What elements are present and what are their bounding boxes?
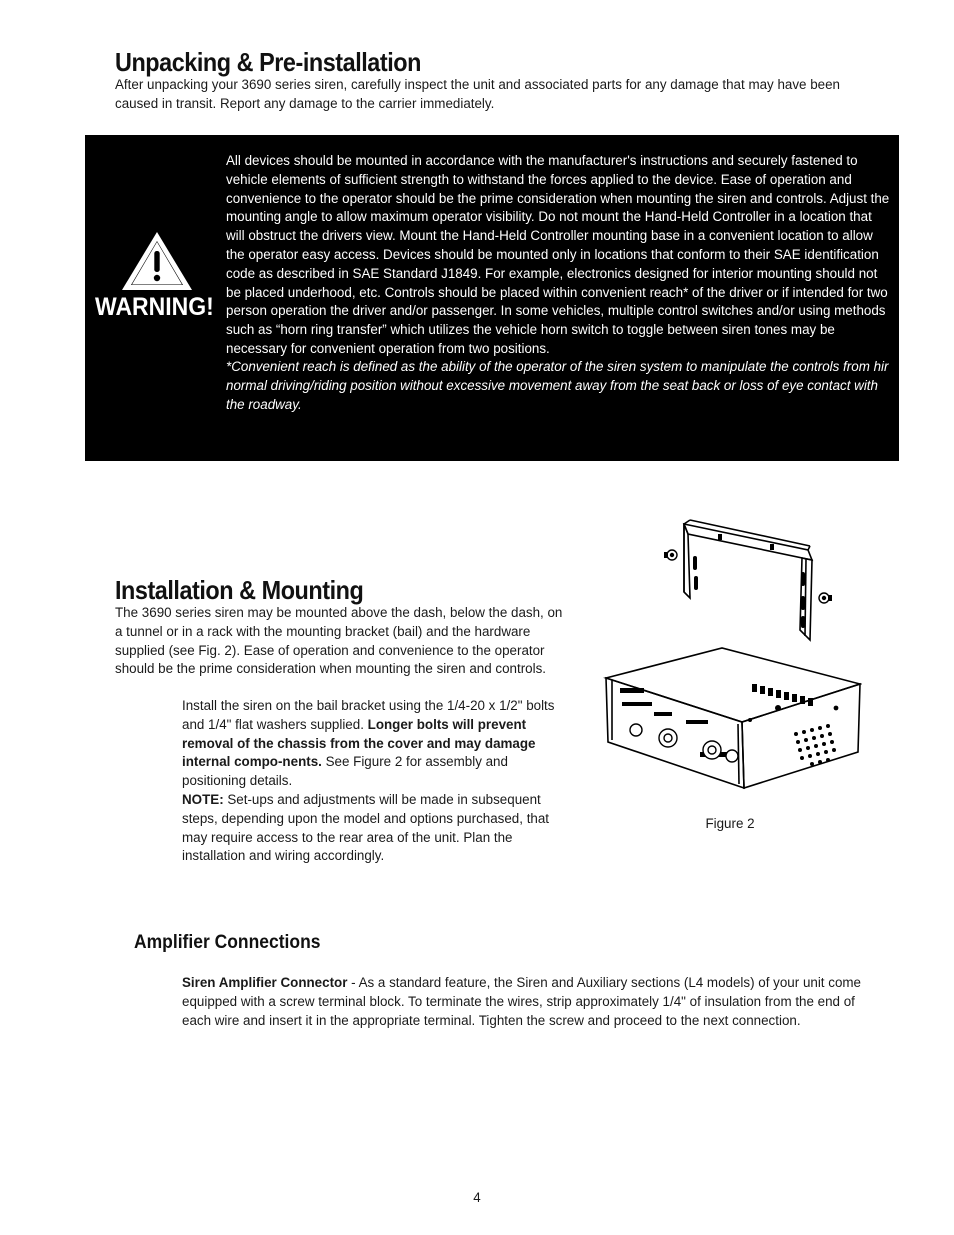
warning-triangle-icon — [119, 229, 195, 293]
step-warning-bold: Longer bolts will prevent removal of the chassis from the cover and may damage internal compo-nents. — [182, 716, 536, 770]
amplifier-text — [182, 974, 872, 1030]
warning-label: WARNING! — [95, 293, 214, 321]
unpacking-title: Unpacking & Pre-installation — [115, 47, 421, 77]
installation-title: Installation & Mounting — [115, 575, 364, 605]
installation-note — [182, 791, 572, 866]
amplifier-title: Amplifier Connections — [134, 932, 321, 953]
installation-step — [182, 697, 570, 791]
note-text: Set-ups and adjustments will be made in subsequent steps, depending upon the model and options purchased, that may require access to the rear area of the unit. Plan the installation and wiring accordingly. — [182, 792, 550, 864]
warning-text: All devices should be mounted in accordance with the manufacturer's instructions and securely fastened to vehicle elements of sufficient strength to withstand the forces applied to the device. Ease of operation and convenience to the operator should be the prime consideration when mounting the siren and controls. Adjust the mounting angle to allow maximum operator visibility. Do not mount the Hand-Held Controller in a location that will obstruct the drivers view. Mount the Hand-Held Controller mounting base in a convenient location to allow the operator easy access. Devices should be mounted only in locations that conform to their SAE identification code as described in SAE Standard J1849. For example, electronics designed for interior mounting should not be placed underhood, etc. Controls should be placed within convenient reach* of the driver or if intended for two person operation the driver and/or passenger. In some vehicles, multiple control switches and/or using methods such as “horn ring transfer” which utilizes the vehicle horn switch to toggle between siren tones may be necessary for convenient operation from two positions. — [226, 153, 890, 356]
amplifier-body: - As a standard feature, the Siren and Auxiliary sections (L4 models) of your unit come equipped with a screw terminal block. To terminate the wires, strip approximately 1/4" of insulation from the end of each wire and insert it in the appropriate terminal. Tighten the screw and proceed to the next connection. — [182, 975, 861, 1028]
warning-note: *Convenient reach is defined as the ability of the operator of the siren system to manipulate the controls from hir normal driving/riding position without excessive movement away from the seat back or loss of eye contact with the roadway. — [226, 359, 889, 412]
warning-box — [85, 135, 899, 461]
figure-caption: Figure 2 — [705, 816, 755, 831]
step-text-2: See Figure 2 for assembly and positioning details. — [182, 754, 508, 789]
step-text-1: Install the siren on the bail bracket using the 1/4-20 x 1/2" bolts and 1/4" flat washers supplied. — [182, 698, 555, 732]
installation-intro: The 3690 series siren may be mounted above the dash, below the dash, on a tunnel or in a rack with the mounting bracket (bail) and the hardware supplied (see Fig. 2). Ease of operation and convenience to the operator should be the prime consideration when mounting the siren and controls. — [115, 605, 563, 677]
amplifier-label: Siren Amplifier Connector — [182, 975, 348, 990]
unpacking-text: After unpacking your 3690 series siren, carefully inspect the unit and associated parts for any damage that may have been caused in transit. Report any damage to the carrier immediately. — [115, 77, 841, 111]
siren-bracket-illustration — [600, 512, 862, 792]
page-number: 4 — [473, 1190, 481, 1205]
note-label: NOTE: — [182, 792, 224, 807]
